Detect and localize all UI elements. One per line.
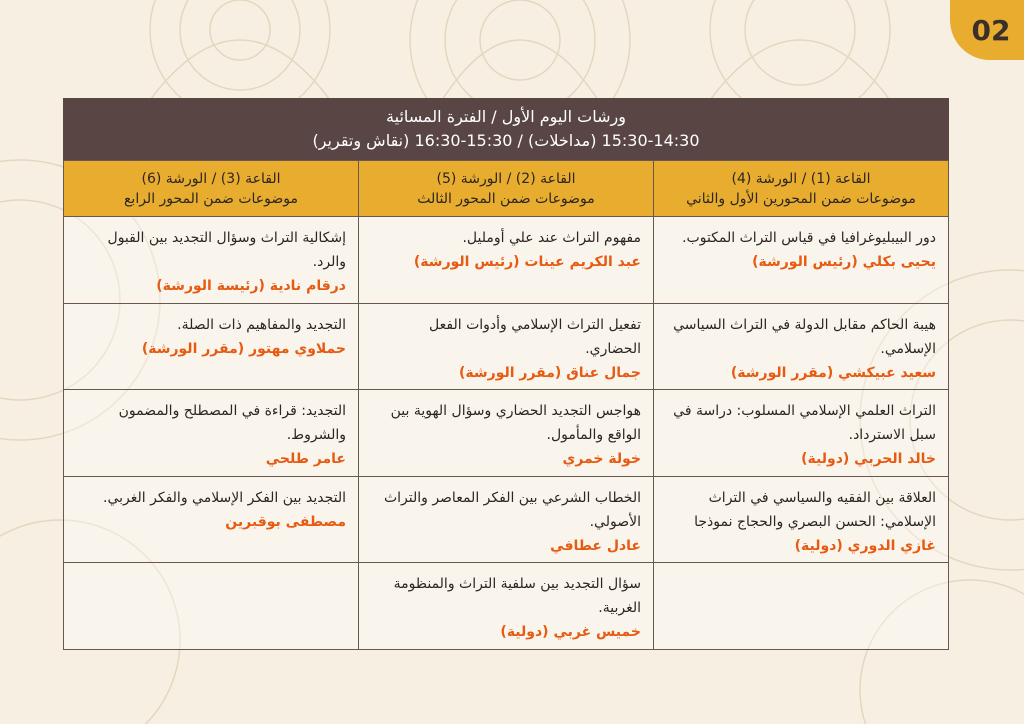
paper-title: التراث العلمي الإسلامي المسلوب: دراسة في سبل الاسترداد. [673,403,936,444]
column-room: القاعة (3) / الورشة (6) [141,170,281,187]
paper-title: سؤال التجديد بين سلفية التراث والمنظومة الغربية. [393,576,641,617]
table-cell [654,563,949,650]
table-cell [654,476,949,563]
table-cell [654,217,949,304]
paper-title: مفهوم التراث عند علي أومليل. [462,230,641,247]
speaker-name: جمال عناق (مقرر الورشة) [458,364,641,381]
paper-title: إشكالية التراث وسؤال التجديد بين القبول والرد. [107,230,346,271]
speaker-name: درقام نادية (رئيسة الورشة) [156,278,346,295]
table-row [64,217,949,304]
table-cell [654,390,949,477]
table-header-row [64,161,949,217]
paper-title: التجديد بين الفكر الإسلامي والفكر الغربي. [103,489,346,506]
paper-title: هيبة الحاكم مقابل الدولة في التراث السياسي الإسلامي. [673,316,936,357]
table-cell [654,303,949,390]
speaker-name: خميس غربي (دولية) [500,624,641,641]
speaker-name: مصطفى بوقبرين [225,513,346,530]
session-title: ورشات اليوم الأول / الفترة المسائية [386,107,626,126]
paper-title: العلاقة بين الفقيه والسياسي في التراث الإسلامي: الحسن البصري والحجاج نموذجا [694,489,936,530]
column-topic: موضوعات ضمن المحور الرابع [123,190,299,207]
table-cell [64,303,359,390]
table-row [64,390,949,477]
speaker-name: حملاوي مهتور (مقرر الورشة) [141,340,346,357]
speaker-name: سعيد عبيكشي (مقرر الورشة) [730,364,936,381]
paper-title: تفعيل التراث الإسلامي وأدوات الفعل الحضاري. [429,316,641,357]
paper-title: هواجس التجديد الحضاري وسؤال الهوية بين الواقع والمأمول. [390,403,641,444]
column-header [64,161,359,217]
speaker-name: خالد الحربي (دولية) [801,451,936,468]
table-cell [359,563,654,650]
column-topic: موضوعات ضمن المحور الثالث [417,190,595,207]
table-cell [359,476,654,563]
paper-title: الخطاب الشرعي بين الفكر المعاصر والتراث الأصولي. [383,489,641,530]
session-times: 15:30-14:30 (مداخلات) / 15:30-16:30 (نقاش وتقرير) [312,131,700,150]
page-number-badge: 02 [950,0,1024,60]
table-cell [64,476,359,563]
table-cell [359,217,654,304]
column-header [359,161,654,217]
table-cell [359,303,654,390]
table-row [64,303,949,390]
column-room: القاعة (1) / الورشة (4) [731,170,871,187]
speaker-name: يحيى بكلي (رئيس الورشة) [752,254,936,271]
workshops-table [63,160,949,650]
speaker-name: غازي الدوري (دولية) [794,537,936,554]
table-row [64,476,949,563]
speaker-name: عادل عطافي [550,537,641,554]
column-header [654,161,949,217]
column-topic: موضوعات ضمن المحورين الأول والثاني [686,190,916,207]
table-cell [359,390,654,477]
table-cell [64,217,359,304]
paper-title: التجديد والمفاهيم ذات الصلة. [177,316,346,333]
table-cell [64,563,359,650]
paper-title: التجديد: قراءة في المصطلح والمضمون والشروط. [118,403,346,444]
paper-title: دور البيبليوغرافيا في قياس التراث المكتوب. [682,230,936,247]
session-header [63,98,949,160]
table-row [64,563,949,650]
table-cell [64,390,359,477]
speaker-name: عامر طلحي [265,451,346,468]
column-room: القاعة (2) / الورشة (5) [436,170,576,187]
speaker-name: عبد الكريم عينات (رئيس الورشة) [413,254,641,271]
speaker-name: خولة خمري [562,451,641,468]
